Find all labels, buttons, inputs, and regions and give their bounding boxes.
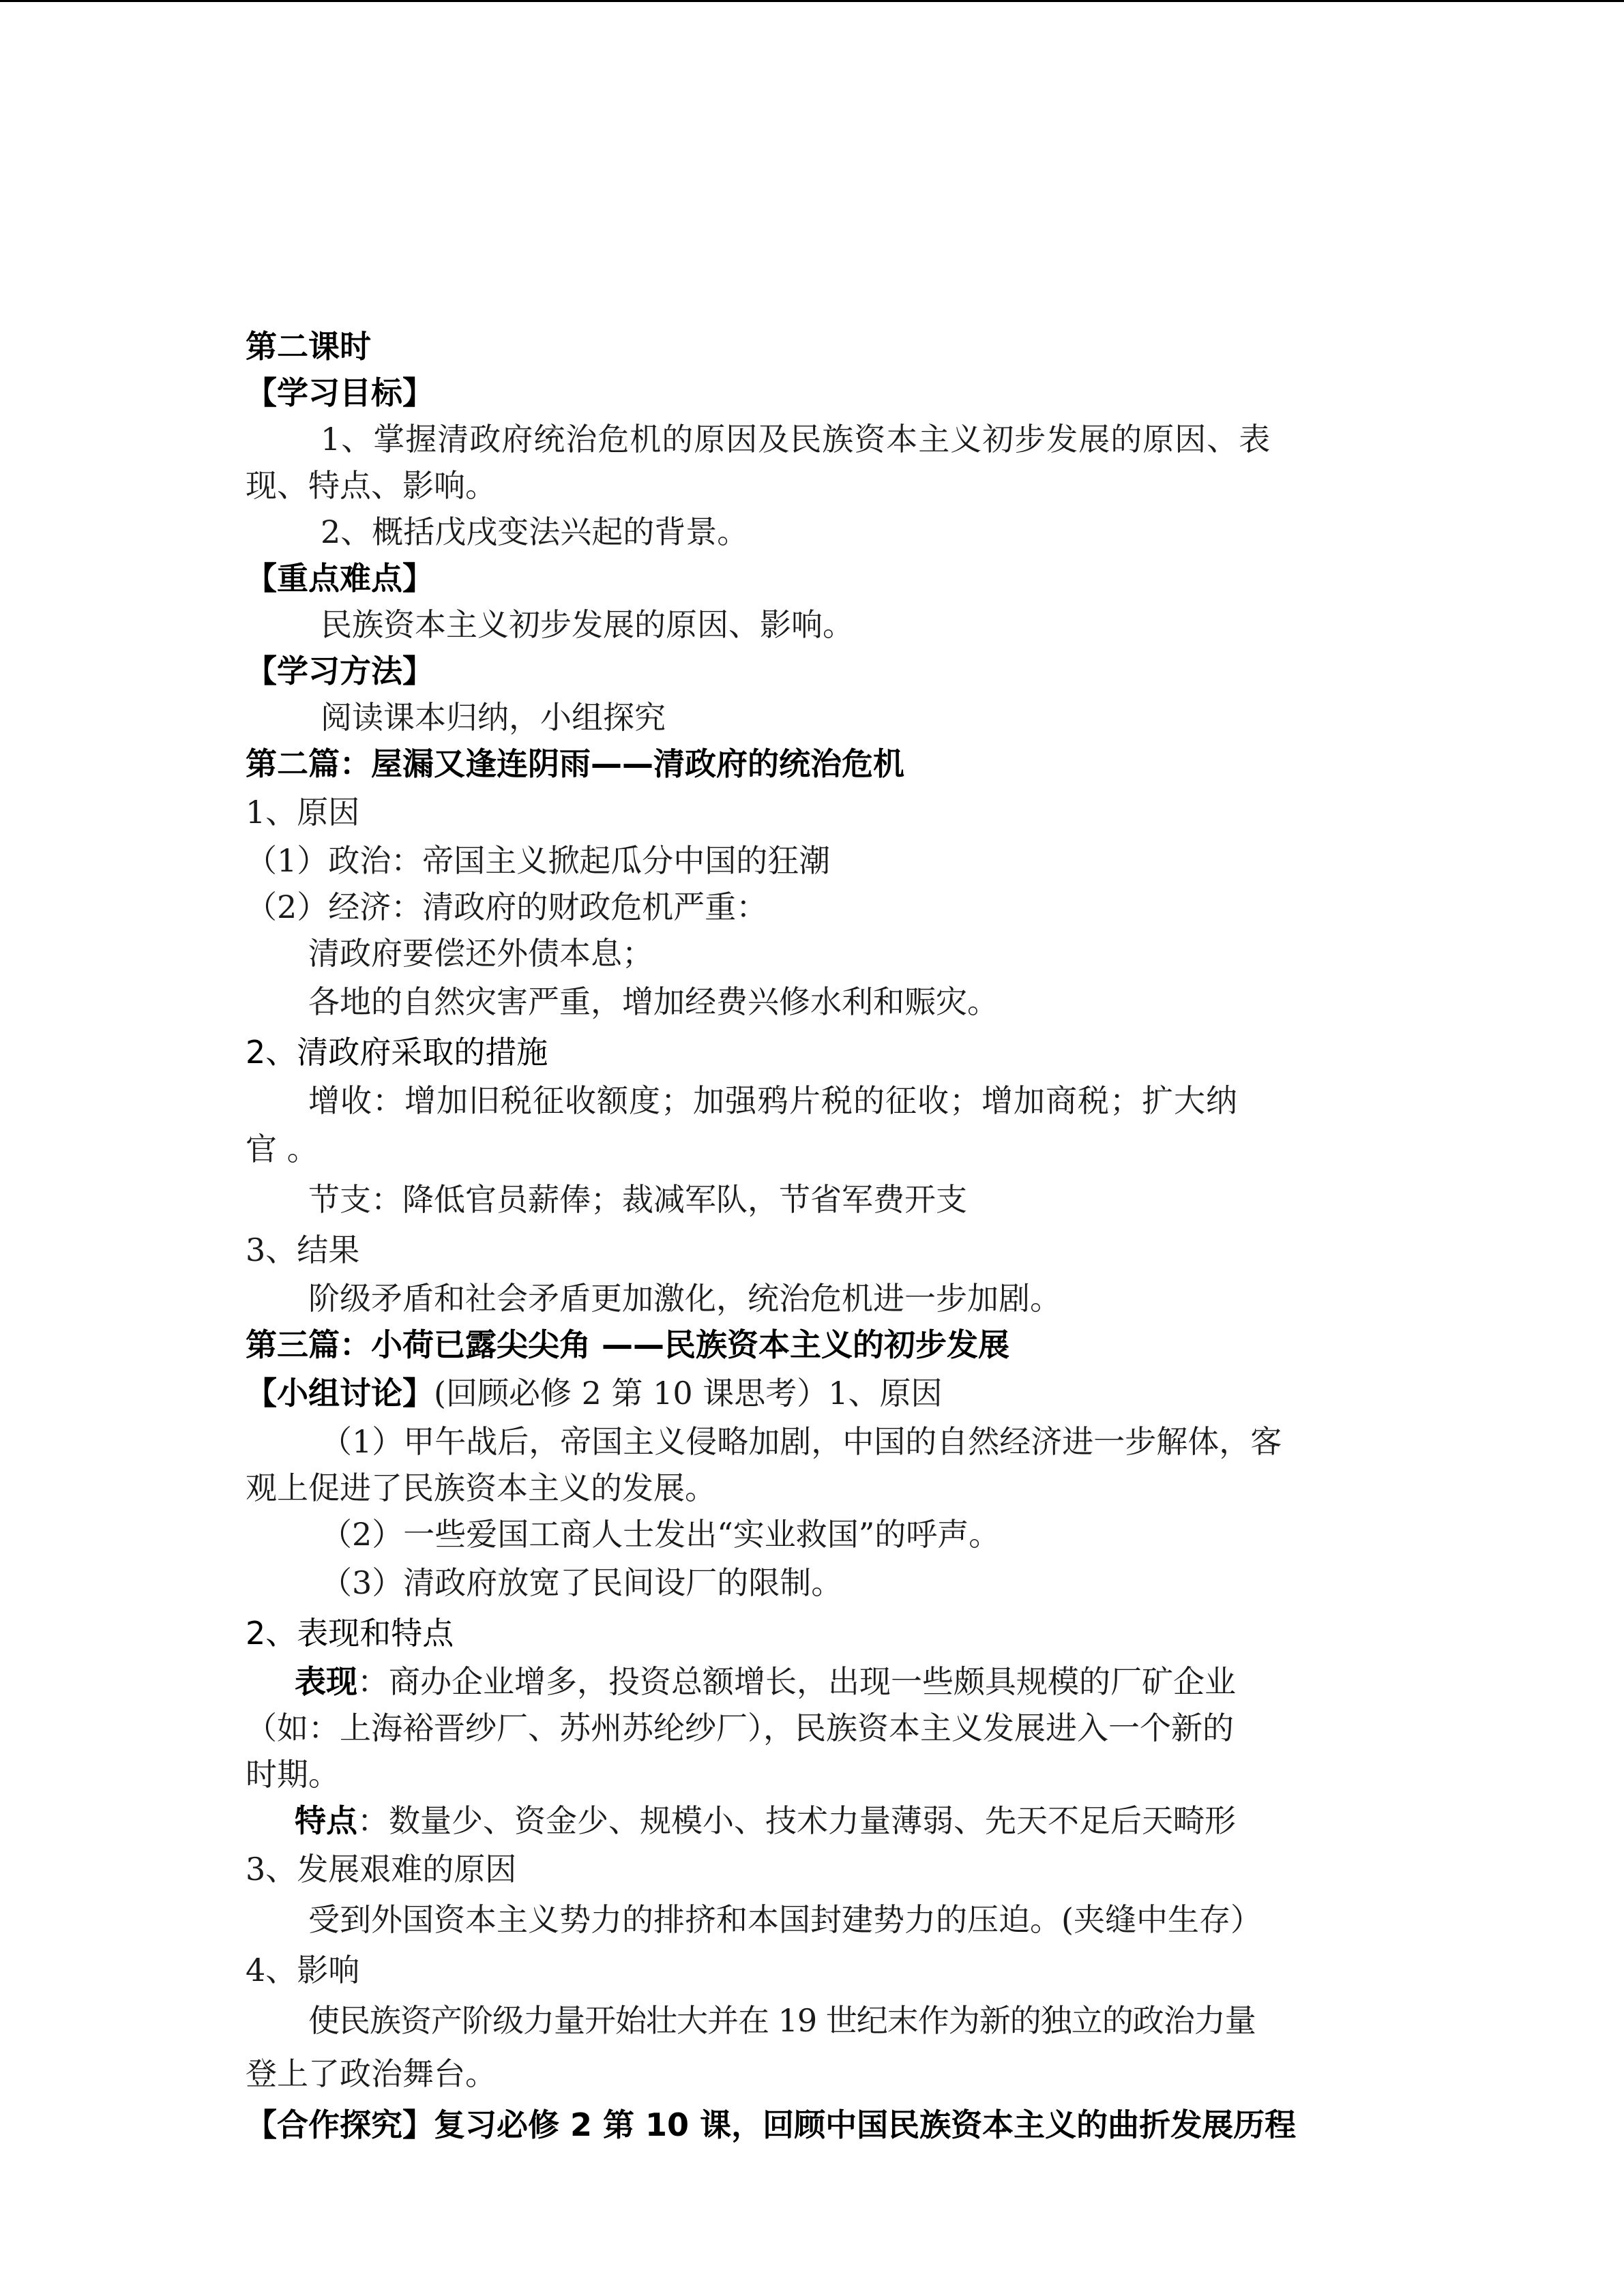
part2-cause-1: （1）政治：帝国主义掀起瓜分中国的狂潮 — [246, 842, 831, 879]
key-points-text: 民族资本主义初步发展的原因、影响。 — [321, 606, 854, 643]
part3-difficulty-text: 受到外国资本主义势力的排挤和本国封建势力的压迫。(夹缝中生存） — [308, 1901, 1262, 1938]
part2-measure-heading: 2、清政府采取的措施 — [246, 1034, 548, 1071]
document-body — [246, 323, 1391, 2148]
part2-cause-heading: 1、原因 — [246, 794, 360, 831]
key-points-heading: 【重点难点】 — [246, 560, 434, 597]
performance-text: ：商办企业增多，投资总额增长，出现一些颇具规模的厂矿企业 — [357, 1663, 1236, 1700]
method-heading: 【学习方法】 — [246, 653, 434, 689]
cooperation-text: 复习必修 2 第 10 课，回顾中国民族资本主义的曲折发展历程 — [434, 2106, 1297, 2143]
part3-performance-line-3: 时期。 — [246, 1756, 340, 1793]
traits-label: 特点 — [295, 1802, 357, 1839]
discussion-text: (回顾必修 2 第 10 课思考）1、原因 — [434, 1375, 943, 1412]
goal-2: 2、概括戊戌变法兴起的背景。 — [321, 513, 749, 550]
part2-measure-2: 节支：降低官员薪俸；裁减军队，节省军费开支 — [308, 1181, 967, 1218]
part2-cause-2: （2）经济：清政府的财政危机严重： — [246, 889, 768, 925]
part2-title: 第二篇：屋漏又逢连阴雨——清政府的统治危机 — [246, 745, 904, 782]
part3-discussion — [246, 1368, 1391, 1418]
part2-result-text: 阶级矛盾和社会矛盾更加激化，统治危机进一步加剧。 — [308, 1280, 1061, 1317]
part3-impact-heading: 4、影响 — [246, 1952, 360, 1988]
part2-cause-2a: 清政府要偿还外债本息； — [308, 935, 653, 972]
traits-text: ：数量少、资金少、规模小、技术力量薄弱、先天不足后天畸形 — [357, 1802, 1236, 1839]
cooperation-label: 【合作探究】 — [246, 2106, 434, 2143]
part2-measure-1-line-1: 增收：增加旧税征收额度；加强鸦片税的征收；增加商税；扩大纳 — [308, 1082, 1238, 1119]
part3-cooperation — [246, 2102, 1391, 2148]
part3-reason-2: （2）一些爱国工商人士发出“实业救国”的呼声。 — [321, 1516, 1001, 1553]
part3-feature-heading: 2、表现和特点 — [246, 1615, 454, 1652]
top-border-rule — [0, 0, 1624, 2]
part3-reason-1-line-1: （1）甲午战后，帝国主义侵略加剧，中国的自然经济进一步解体，客 — [321, 1423, 1282, 1460]
part3-performance-line-1 — [246, 1658, 1391, 1705]
part3-reason-3: （3）清政府放宽了民间设厂的限制。 — [321, 1564, 843, 1601]
part3-difficulty-heading: 3、发展艰难的原因 — [246, 1851, 517, 1888]
part3-reason-1-line-2: 观上促进了民族资本主义的发展。 — [246, 1470, 716, 1506]
part2-cause-2b: 各地的自然灾害严重，增加经费兴修水利和赈灾。 — [308, 983, 999, 1020]
part3-impact-line-1: 使民族资产阶级力量开始壮大并在 19 世纪末作为新的独立的政治力量 — [308, 2002, 1256, 2039]
goals-heading: 【学习目标】 — [246, 374, 434, 411]
discussion-label: 【小组讨论】 — [246, 1375, 434, 1412]
part2-measure-1-line-2: 官 。 — [246, 1131, 319, 1167]
part3-impact-line-2: 登上了政治舞台。 — [246, 2055, 497, 2092]
goal-1-line-1: 1、掌握清政府统治危机的原因及民族资本主义初步发展的原因、表 — [321, 421, 1271, 458]
performance-label: 表现 — [295, 1663, 357, 1700]
goal-1-line-2: 现、特点、影响。 — [246, 467, 497, 504]
part3-traits — [246, 1798, 1391, 1844]
part2-result-heading: 3、结果 — [246, 1232, 360, 1268]
part3-title: 第三篇：小荷已露尖尖角 ——民族资本主义的初步发展 — [246, 1326, 1010, 1363]
part3-performance-line-2: （如：上海裕晋纱厂、苏州苏纶纱厂），民族资本主义发展进入一个新的 — [246, 1710, 1234, 1746]
lesson-title: 第二课时 — [246, 328, 371, 365]
method-text: 阅读课本归纳，小组探究 — [321, 699, 666, 736]
